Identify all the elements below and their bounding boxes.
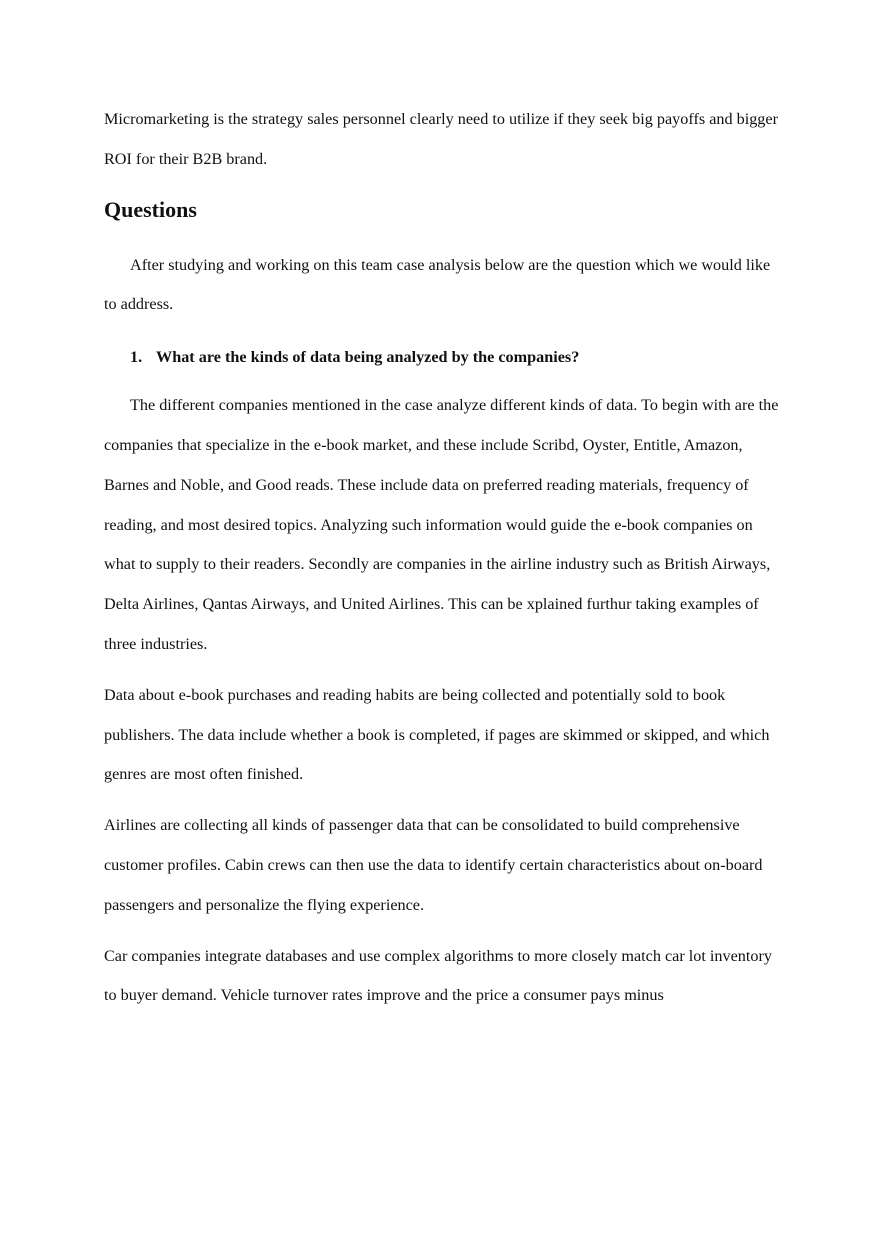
cars-paragraph: Car companies integrate databases and use complex algorithms to more closely match car lot inventory to buyer demand. Vehicle turnover rates improve and the price a consumer pays minus (104, 946, 772, 1005)
airlines-paragraph: Airlines are collecting all kinds of passenger data that can be consolidated to build comprehensive customer profiles. Cabin crews can then use the data to identify certain characteristics about on-board passengers and personalize the flying experience. (104, 816, 763, 914)
intro-paragraph: Micromarketing is the strategy sales personnel clearly need to utilize if they seek big payoffs and bigger ROI for their B2B brand. (104, 110, 778, 168)
questions-heading: Questions (104, 196, 197, 222)
document-body (104, 100, 784, 1016)
question-1-text: What are the kinds of data being analyzed by the companies? (156, 348, 580, 367)
question-1 (130, 342, 784, 372)
answer-1-paragraph: The different companies mentioned in the case analyze different kinds of data. To begin with are the companies that specialize in the e-book market, and these include Scribd, Oyster, Entitle, Amazon, Barnes and Noble, and Good reads. These include data on preferred reading materials, frequency of reading, and most desired topics. Analyzing such information would guide the e-book companies on what to supply to their readers. Secondly are companies in the airline industry such as British Airways, Delta Airlines, Qantas Airways, and United Airlines. This can be xplained furthur taking examples of three industries. (104, 396, 779, 653)
question-1-number: 1. (130, 348, 143, 367)
questions-intro-paragraph: After studying and working on this team case analysis below are the question which we would like to address. (104, 255, 771, 314)
ebook-paragraph: Data about e-book purchases and reading habits are being collected and potentially sold to book publishers. The data include whether a book is completed, if pages are skimmed or skipped, and which genres are most often finished. (104, 685, 770, 784)
